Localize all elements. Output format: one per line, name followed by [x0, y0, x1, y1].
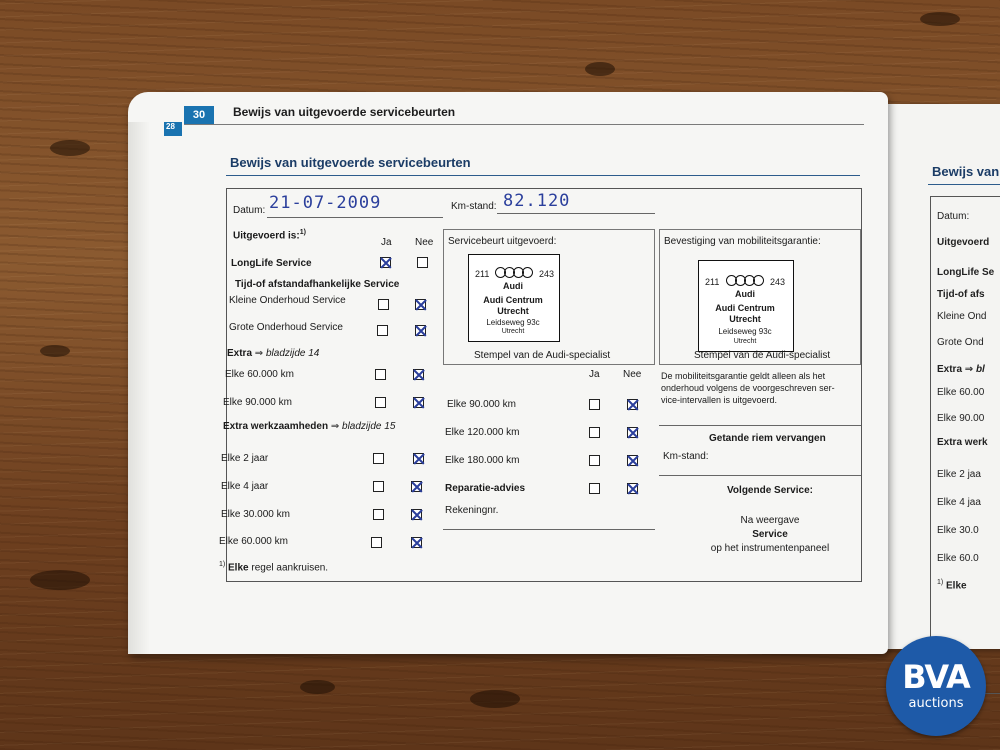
wood-knot	[40, 345, 70, 357]
grote-ja-checkbox[interactable]	[377, 325, 388, 336]
m120000-nee-checkbox[interactable]	[627, 427, 638, 438]
left-page	[128, 92, 888, 654]
rp-e90000: Elke 90.00	[937, 413, 985, 424]
header-title: Bewijs van uitgevoerde servicebeurten	[233, 105, 456, 119]
stamp-city: Utrecht	[501, 328, 525, 335]
middle-stamp-caption: Stempel van de Audi-specialist	[474, 350, 611, 361]
rp-e4jaar: Elke 4 jaa	[937, 497, 981, 508]
e30000-nee-checkbox[interactable]	[411, 509, 422, 520]
page-number: 30	[184, 106, 214, 124]
wood-knot	[470, 690, 520, 708]
stamp2-brand: Audi	[735, 289, 755, 299]
mobiliteit-text-2: onderhoud volgens de voorgeschreven ser-	[661, 383, 835, 393]
rp-e60000b: Elke 60.0	[937, 553, 979, 564]
rp-e30000: Elke 30.0	[937, 525, 979, 536]
dealer-stamp-2	[698, 260, 794, 352]
e30000-ja-checkbox[interactable]	[373, 509, 384, 520]
longlife-label: LongLife Service	[231, 258, 312, 269]
stamp-num-right: 243	[539, 269, 555, 279]
audi-rings-icon	[726, 275, 768, 288]
wood-knot	[300, 680, 335, 694]
right-page	[872, 104, 1000, 649]
datum-value[interactable]: 21-07-2009	[269, 193, 382, 213]
right-page-title: Bewijs van	[932, 164, 1000, 179]
rp-datum: Datum:	[937, 211, 970, 222]
e60000-label: Elke 60.000 km	[225, 369, 294, 380]
m180000-nee-checkbox[interactable]	[627, 455, 638, 466]
op-het-label: op het instrumentenpaneel	[710, 543, 830, 554]
reparatie-nee-checkbox[interactable]	[627, 483, 638, 494]
stamp2-line2: Utrecht	[729, 314, 761, 324]
kleine-ja-checkbox[interactable]	[378, 299, 389, 310]
wood-knot	[30, 570, 90, 590]
reparatie-label: Reparatie-advies	[445, 483, 526, 494]
e60000-nee-checkbox[interactable]	[413, 369, 424, 380]
right-col-title: Bevestiging van mobiliteitsgarantie:	[664, 236, 821, 247]
e2jaar-label: Elke 2 jaar	[221, 453, 269, 464]
stamp-line1: Audi Centrum	[483, 295, 543, 305]
e4jaar-label: Elke 4 jaar	[221, 481, 269, 492]
m120000-label: Elke 120.000 km	[445, 427, 520, 438]
right-divider-2	[659, 475, 861, 476]
rekening-line	[443, 529, 655, 530]
stamp2-num-left: 211	[705, 277, 720, 287]
stamp2-num-right: 243	[770, 277, 786, 287]
stamp-num-left: 211	[475, 269, 490, 279]
uitgevoerd-label: Uitgevoerd is:$^{1)}$	[233, 229, 306, 242]
e60000-ja-checkbox[interactable]	[375, 369, 386, 380]
na-weergave: Na weergave	[740, 515, 800, 526]
audi-rings-icon	[495, 267, 537, 280]
m90000-ja-checkbox[interactable]	[589, 399, 600, 410]
middle-col-ja: Ja	[589, 369, 600, 380]
mobiliteit-text-1: De mobiliteitsgarantie geldt alleen als het	[661, 371, 826, 381]
col-ja: Ja	[381, 237, 392, 248]
rp-tijd: Tijd-of afs	[937, 289, 985, 300]
wood-knot	[585, 62, 615, 76]
bva-logo-main: BVA	[902, 658, 970, 696]
volgende-label: Volgende Service:	[727, 485, 813, 496]
mobiliteit-text-3: vice-intervallen is uitgevoerd.	[661, 395, 778, 405]
kmstand-line	[497, 213, 655, 214]
e90000-label: Elke 90.000 km	[223, 397, 292, 408]
tijd-header: Tijd-of afstandafhankelijke Service	[235, 279, 400, 290]
rp-kleine: Kleine Ond	[937, 311, 987, 322]
rp-extra-werk: Extra werk	[937, 437, 988, 448]
e2jaar-ja-checkbox[interactable]	[373, 453, 384, 464]
service-form	[219, 188, 862, 582]
stamp-brand: Audi	[503, 281, 523, 291]
longlife-ja-checkbox[interactable]	[380, 257, 391, 268]
kmstand-label: Km-stand:	[451, 201, 497, 212]
e30000-label: Elke 30.000 km	[221, 509, 290, 520]
middle-stamp-box	[443, 229, 655, 365]
bva-logo-sub: auctions	[908, 696, 964, 711]
e60000b-ja-checkbox[interactable]	[371, 537, 382, 548]
m180000-ja-checkbox[interactable]	[589, 455, 600, 466]
rp-footnote: $^{1)}$ Elke	[937, 579, 967, 592]
stamp-street: Leidseweg 93c	[486, 318, 540, 327]
header-rule	[184, 124, 864, 125]
middle-title: Servicebeurt uitgevoerd:	[448, 236, 557, 247]
kleine-nee-checkbox[interactable]	[415, 299, 426, 310]
rp-longlife: LongLife Se	[937, 267, 995, 278]
rp-uitgevoerd: Uitgevoerd	[937, 237, 990, 248]
right-kmstand-label: Km-stand:	[663, 451, 709, 462]
rp-grote: Grote Ond	[937, 337, 984, 348]
e90000-ja-checkbox[interactable]	[375, 397, 386, 408]
right-page-form	[930, 196, 1000, 694]
kmstand-value[interactable]: 82.120	[503, 191, 571, 211]
longlife-nee-checkbox[interactable]	[417, 257, 428, 268]
m90000-nee-checkbox[interactable]	[627, 399, 638, 410]
middle-col-nee: Nee	[623, 369, 642, 380]
rp-e2jaar: Elke 2 jaa	[937, 469, 981, 480]
e4jaar-nee-checkbox[interactable]	[411, 481, 422, 492]
section-rule	[226, 175, 860, 176]
wood-knot	[50, 140, 90, 156]
e2jaar-nee-checkbox[interactable]	[413, 453, 424, 464]
datum-label: Datum:	[233, 205, 266, 216]
stamp2-city: Utrecht	[733, 338, 757, 345]
rekening-label: Rekeningnr.	[445, 505, 499, 516]
m180000-label: Elke 180.000 km	[445, 455, 520, 466]
rp-e60000: Elke 60.00	[937, 387, 985, 398]
extra-werk-label: Extra werkzaamheden ⇒ bladzijde 15	[223, 421, 396, 432]
e60000b-nee-checkbox[interactable]	[411, 537, 422, 548]
grote-nee-checkbox[interactable]	[415, 325, 426, 336]
rp-extra: Extra ⇒ bl	[937, 364, 985, 375]
service-label: Service	[752, 529, 788, 540]
e4jaar-ja-checkbox[interactable]	[373, 481, 384, 492]
reparatie-ja-checkbox[interactable]	[589, 483, 600, 494]
m120000-ja-checkbox[interactable]	[589, 427, 600, 438]
bva-auctions-logo	[886, 636, 986, 736]
right-stamp-caption: Stempel van de Audi-specialist	[694, 350, 831, 361]
stamp2-line1: Audi Centrum	[715, 303, 775, 313]
m90000-label: Elke 90.000 km	[447, 399, 516, 410]
right-page-rule	[928, 184, 1000, 185]
e90000-nee-checkbox[interactable]	[413, 397, 424, 408]
section-title: Bewijs van uitgevoerde servicebeurten	[230, 155, 471, 170]
col-nee: Nee	[415, 237, 434, 248]
wood-knot	[920, 12, 960, 26]
stamp-line2: Utrecht	[497, 306, 529, 316]
footnote: $^{1)}$ Elke regel aankruisen.	[219, 561, 329, 574]
extra-label: Extra ⇒ bladzijde 14	[227, 348, 320, 359]
right-divider	[659, 425, 861, 426]
getande-label: Getande riem vervangen	[709, 433, 826, 444]
side-tab: 28	[164, 122, 182, 136]
right-stamp-box	[659, 229, 861, 365]
grote-label: Grote Onderhoud Service	[229, 322, 343, 333]
e60000b-label: Elke 60.000 km	[219, 536, 288, 547]
datum-line	[267, 217, 443, 218]
stamp2-street: Leidseweg 93c	[718, 327, 772, 336]
dealer-stamp	[468, 254, 560, 342]
kleine-label: Kleine Onderhoud Service	[229, 295, 346, 306]
